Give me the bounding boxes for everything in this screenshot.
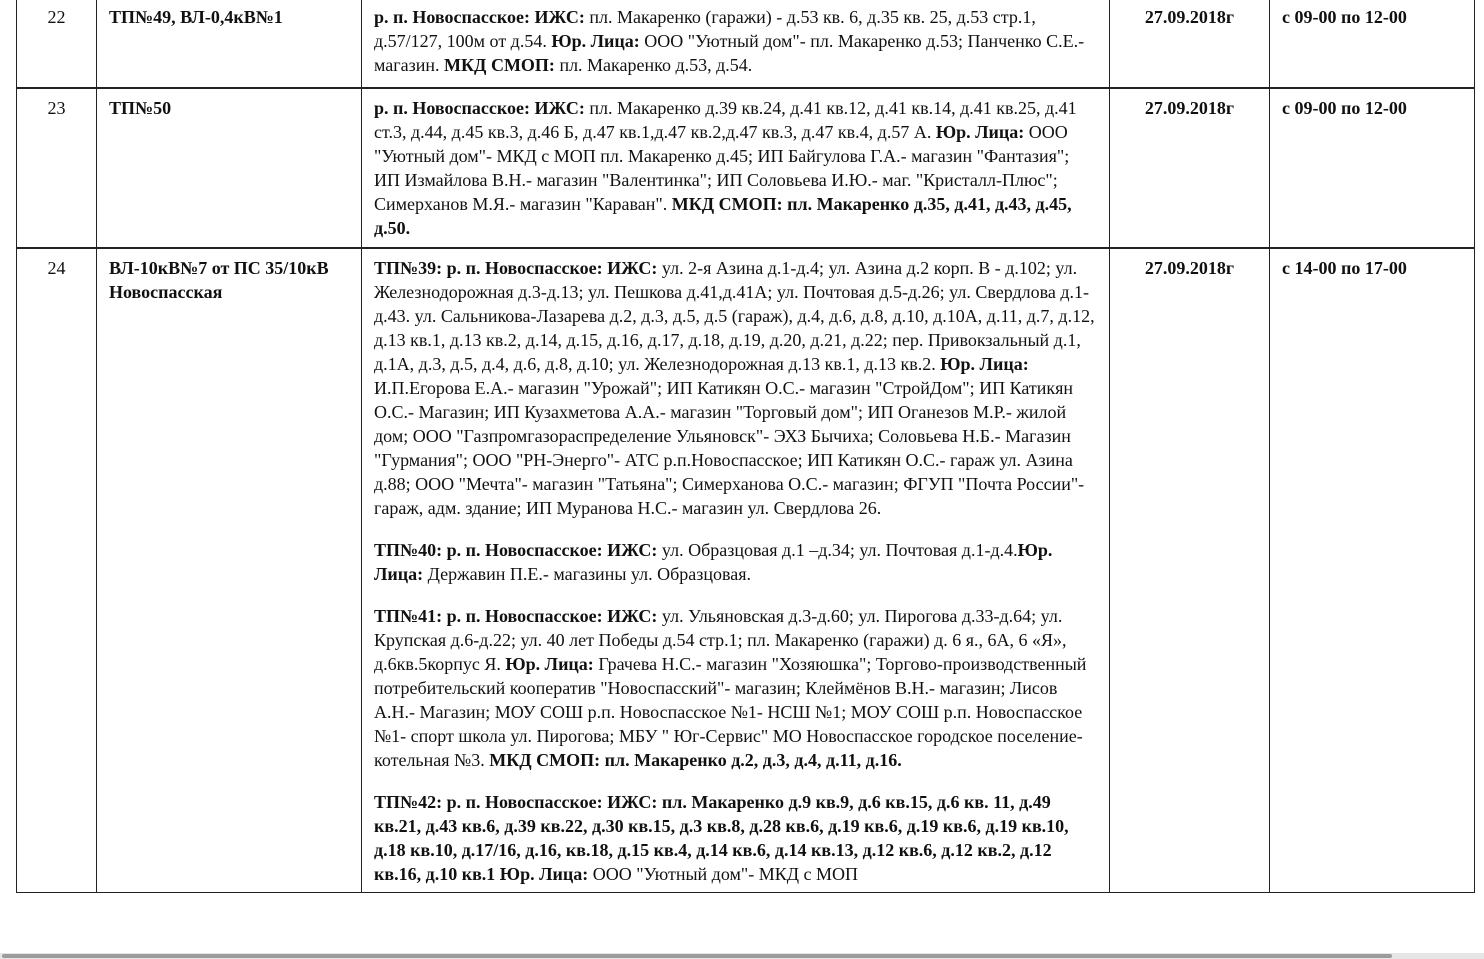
- address-label: ТП№39: р. п. Новоспасское: ИЖС:: [374, 257, 658, 278]
- row-number: 24: [17, 248, 97, 893]
- address-segment: [374, 538, 1097, 586]
- affected-addresses: [362, 88, 1110, 248]
- address-label: МКД СМОП:: [444, 55, 555, 75]
- address-label: Юр. Лица:: [505, 653, 594, 674]
- address-label: ТП№41: р. п. Новоспасское: ИЖС:: [374, 605, 658, 626]
- address-segment: [374, 5, 1097, 77]
- address-label: Юр. Лица:: [499, 863, 589, 884]
- outage-schedule-table: [16, 0, 1475, 893]
- address-label: ТП№42: р. п. Новоспасское: ИЖС:: [374, 791, 658, 812]
- outage-date: 27.09.2018г: [1110, 88, 1270, 248]
- address-text: ул. Ульяновская д.3-д.60; ул. Пирогова д.33-д.64; ул. Крупская д.6-д.22; ул. 40 лет Победы д.54 стр.1; пл. Макаренко (гаражи) д. 6 я., 6А, 6 «Я», д.6кв.5корпус Я.: [374, 605, 1067, 674]
- address-text: ООО "Уютный дом"- МКД с МОП пл. Макаренко д.45; ИП Байгулова Г.А.- магазин "Фантазия"; ИП Измайлова В.Н.- магазин "Валентинка"; ИП Соловьева И.Ю.- маг. "Кристалл-Плюс"; Симерханов М.Я.- магазин "Караван".: [374, 121, 1070, 214]
- address-segment: [374, 790, 1097, 886]
- table-row: [17, 248, 1475, 893]
- address-text: Грачева Н.С.- магазин "Хозяюшка"; Торгово-производственный потребительский кооператив "Новоспасский"- магазин; Клеймёнов В.Н.- магазин; Лисов А.Н.- Магазин; МОУ СОШ р.п. Новоспасское №1- НСШ №1; МОУ СОШ р.п. Новоспасское №1- спорт школа ул. Пирогова; МБУ " Юг-Сервис" МО Новоспасское городское поселение- котельная №3.: [374, 653, 1087, 770]
- address-text: Державин П.Е.- магазины ул. Образцовая.: [423, 563, 752, 584]
- horizontal-scrollbar[interactable]: [0, 953, 1484, 959]
- address-segment: [374, 256, 1097, 520]
- address-text: ООО "Уютный дом"- МКД с МОП: [588, 863, 859, 884]
- power-object: ТП№49, ВЛ-0,4кВ№1: [97, 0, 362, 88]
- address-label: пл. Макаренко д.9 кв.9, д.6 кв.15, д.6 кв. 11, д.49 кв.21, д.43 кв.6, д.39 кв.22, д.30 кв.15, д.3 кв.8, д.28 кв.6, д.19 кв.6, д.19 кв.6, д.19 кв.10, д.18 кв.10, д.17/16, д.16, кв.18, д.15 кв.4, д.14 кв.6, д.14 кв.13, д.12 кв.6, д.12 кв.2, д.12 кв.16, д.10 кв.1: [374, 791, 1069, 884]
- outage-time: с 09-00 по 12-00: [1270, 88, 1475, 248]
- address-text: пл. Макаренко д.53, д.54.: [554, 55, 753, 75]
- table-row: [17, 0, 1475, 88]
- address-text: И.П.Егорова Е.А.- магазин "Урожай"; ИП Катикян О.С.- магазин "СтройДом"; ИП Катикян О.С.- Магазин; ИП Кузахметова А.А.- магазин "Торговый дом"; ИП Оганезов М.Р.- жилой дом; ООО "Газпромгазораспределение Ульяновск"- ЭХЗ Бычиха; Соловьева Н.Б.- Магазин "Гурмания"; ООО "РН-Энерго"- АТС р.п.Новоспасское; ИП Катикян О.С.- гараж ул. Азина д.88; ООО "Мечта"- магазин "Татьяна"; Симерханова О.С.- магазин; ФГУП "Почта России"- гараж, адм. здание; ИП Муранова Н.С.- магазин ул. Свердлова 26.: [374, 377, 1085, 518]
- address-text: ООО "Уютный дом"- пл. Макаренко д.53; Панченко С.Е.- магазин.: [374, 31, 1085, 75]
- power-object: ВЛ-10кВ№7 от ПС 35/10кВ Новоспасская: [97, 248, 362, 893]
- table-row: [17, 88, 1475, 248]
- outage-date: 27.09.2018г: [1110, 248, 1270, 893]
- affected-addresses: [362, 0, 1110, 88]
- address-label: р. п. Новоспасское: ИЖС:: [374, 97, 585, 118]
- address-label: пл. Макаренко д.2, д.3, д.4, д.11, д.16.: [600, 749, 902, 770]
- address-text: пл. Макаренко д.39 кв.24, д.41 кв.12, д.41 кв.14, д.41 кв.25, д.41 ст.3, д.44, д.45 кв.3, д.46 Б, д.47 кв.1,д.47 кв.2,д.47 кв.3, д.47 кв.4, д.57 А.: [374, 97, 1077, 142]
- address-text: пл. Макаренко (гаражи) - д.53 кв. 6, д.35 кв. 25, д.53 стр.1, д.57/127, 100м от д.54.: [374, 7, 1036, 51]
- address-text: ул. Образцовая д.1 –д.34; ул. Почтовая д.1-д.4.: [657, 539, 1018, 560]
- address-label: ТП№40: р. п. Новоспасское: ИЖС:: [374, 539, 658, 560]
- address-label: р. п. Новоспасское: ИЖС:: [374, 7, 585, 27]
- power-object: ТП№50: [97, 88, 362, 248]
- address-label: Юр. Лица:: [551, 31, 640, 51]
- scrollbar-thumb[interactable]: [2, 954, 1392, 958]
- affected-addresses: [362, 248, 1110, 893]
- address-label: МКД СМОП:: [671, 193, 783, 214]
- outage-date: 27.09.2018г: [1110, 0, 1270, 88]
- address-label: пл. Макаренко д.35, д.41, д.43, д.45, д.50.: [374, 193, 1072, 238]
- address-segment: [374, 604, 1097, 772]
- outage-time: с 09-00 по 12-00: [1270, 0, 1475, 88]
- address-label: МКД СМОП:: [489, 749, 601, 770]
- address-text: ул. 2-я Азина д.1-д.4; ул. Азина д.2 корп. В - д.102; ул. Железнодорожная д.3-д.13; ул. Пешкова д.41,д.41А; ул. Почтовая д.5-д.26; ул. Свердлова д.1-д.43. ул. Сальникова-Лазарева д.2, д.3, д.5, д.5 (гараж), д.4, д.6, д.8, д.10, д.10А, д.11, д.7, д.12, д.13 кв.1, д.13 кв.2, д.14, д.15, д.16, д.17, д.18, д.19, д.20, д.21, д.22; пер. Привокзальный д.1, д.1А, д.3, д.5, д.4, д.6, д.8, д.10; ул. Железнодорожная д.13 кв.1, д.13 кв.2.: [374, 257, 1095, 374]
- row-number: 22: [17, 0, 97, 88]
- address-label: Юр. Лица:: [935, 121, 1025, 142]
- address-label: Юр. Лица:: [374, 539, 1053, 584]
- address-label: Юр. Лица:: [940, 353, 1029, 374]
- row-number: 23: [17, 88, 97, 248]
- address-segment: [374, 96, 1097, 240]
- outage-time: с 14-00 по 17-00: [1270, 248, 1475, 893]
